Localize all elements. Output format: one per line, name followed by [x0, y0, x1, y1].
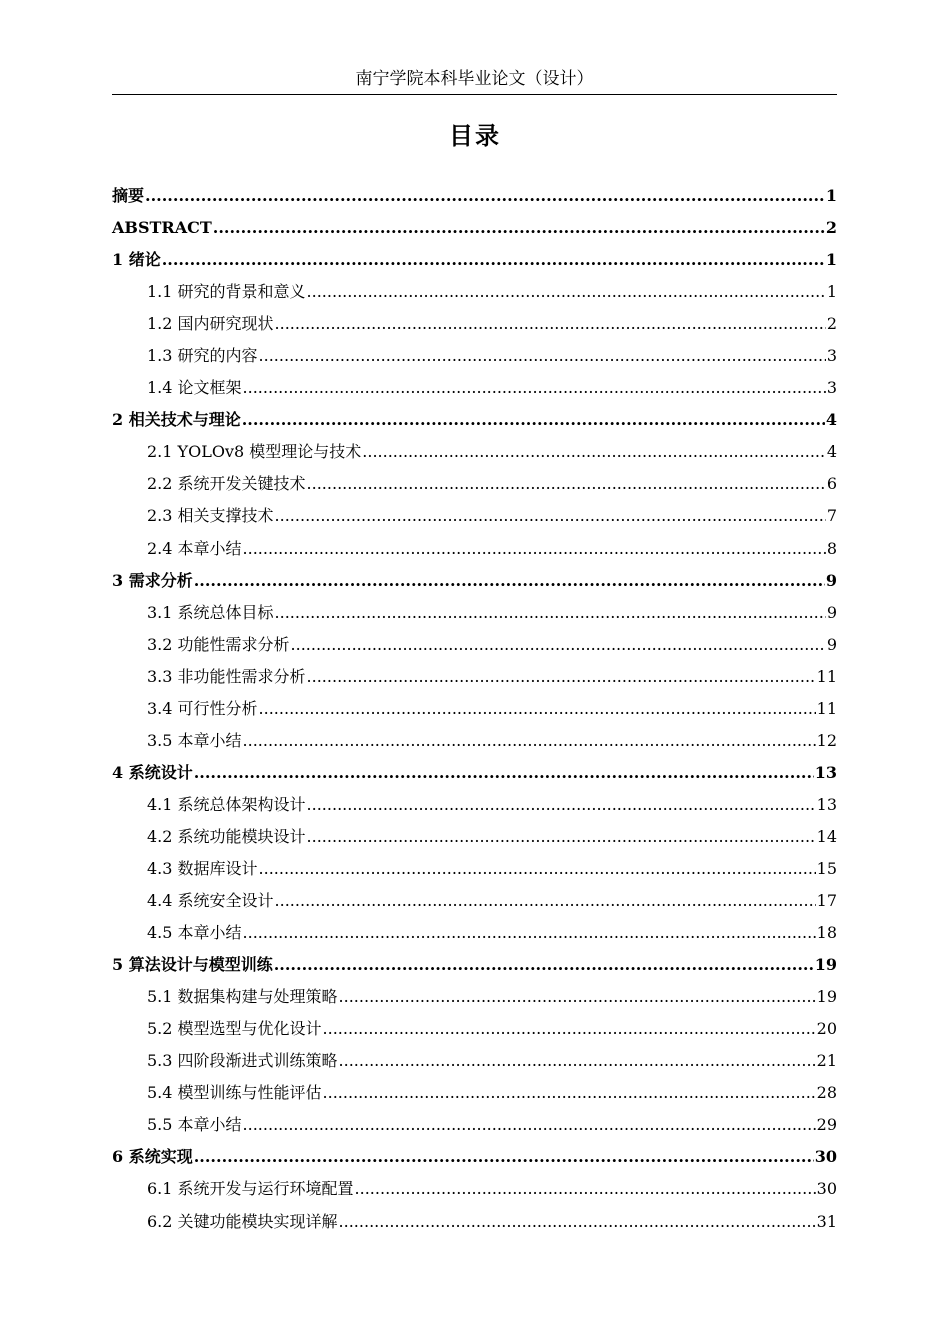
toc-entry-label: 2.4 本章小结	[147, 538, 242, 558]
toc-section-entry[interactable]	[112, 693, 837, 725]
toc-entry-page-number: 13	[816, 794, 837, 814]
toc-dot-leader	[259, 853, 816, 885]
toc-dot-leader	[274, 949, 814, 981]
toc-entry-page-number: 8	[826, 538, 837, 558]
toc-section-entry[interactable]	[112, 629, 837, 661]
toc-section-entry[interactable]	[112, 1173, 837, 1205]
toc-chapter-entry[interactable]	[112, 404, 837, 436]
toc-entry-label: 4.1 系统总体架构设计	[147, 794, 306, 814]
toc-dot-leader	[275, 597, 826, 629]
toc-section-entry[interactable]	[112, 853, 837, 885]
toc-section-entry[interactable]	[112, 1109, 837, 1141]
toc-section-entry[interactable]	[112, 1013, 837, 1045]
toc-dot-leader	[355, 1173, 816, 1205]
toc-dot-leader	[307, 821, 816, 853]
toc-dot-leader	[275, 308, 826, 340]
toc-entry-label: 1.4 论文框架	[147, 378, 242, 398]
toc-entry-page-number: 2	[825, 218, 837, 238]
toc-chapter-entry[interactable]	[112, 1141, 837, 1173]
toc-section-entry[interactable]	[112, 468, 837, 500]
toc-entry-label: 3.2 功能性需求分析	[147, 634, 290, 654]
toc-entry-label: 5.5 本章小结	[147, 1115, 242, 1135]
toc-dot-leader	[243, 917, 816, 949]
toc-dot-leader	[162, 244, 825, 276]
toc-dot-leader	[339, 1206, 816, 1238]
toc-dot-leader	[259, 693, 816, 725]
toc-dot-leader	[243, 1109, 816, 1141]
toc-section-entry[interactable]	[112, 597, 837, 629]
toc-section-entry[interactable]	[112, 340, 837, 372]
toc-entry-page-number: 3	[826, 346, 837, 366]
toc-entry-label: 3.3 非功能性需求分析	[147, 666, 306, 686]
toc-entry-label: 5.2 模型选型与优化设计	[147, 1019, 322, 1039]
toc-entry-page-number: 9	[826, 634, 837, 654]
toc-entry-label: 4.4 系统安全设计	[147, 891, 274, 911]
toc-entry-page-number: 2	[826, 314, 837, 334]
toc-dot-leader	[243, 725, 816, 757]
toc-section-entry[interactable]	[112, 1045, 837, 1077]
toc-dot-leader	[243, 533, 826, 565]
toc-entry-page-number: 15	[816, 858, 837, 878]
toc-entry-label: 6.1 系统开发与运行环境配置	[147, 1179, 354, 1199]
toc-section-entry[interactable]	[112, 372, 837, 404]
toc-dot-leader	[194, 565, 825, 597]
toc-entry-label: 2 相关技术与理论	[112, 410, 241, 430]
toc-dot-leader	[275, 500, 826, 532]
toc-entry-page-number: 6	[826, 474, 837, 494]
toc-section-entry[interactable]	[112, 885, 837, 917]
toc-entry-page-number: 19	[814, 955, 837, 975]
page-title: 目录	[449, 121, 501, 150]
page-header: 南宁学院本科毕业论文（设计）	[112, 64, 837, 95]
toc-entry-page-number: 30	[816, 1179, 837, 1199]
toc-entry-page-number: 1	[825, 186, 837, 205]
toc-entry-page-number: 1	[826, 282, 837, 302]
toc-chapter-entry[interactable]	[112, 757, 837, 789]
toc-entry-page-number: 21	[816, 1051, 837, 1071]
toc-entry-page-number: 9	[826, 602, 837, 622]
toc-dot-leader	[307, 789, 816, 821]
toc-section-entry[interactable]	[112, 500, 837, 532]
toc-dot-leader	[243, 372, 826, 404]
toc-section-entry[interactable]	[112, 917, 837, 949]
toc-entry-label: 5.4 模型训练与性能评估	[147, 1083, 322, 1103]
toc-chapter-entry[interactable]	[112, 180, 837, 212]
toc-entry-page-number: 4	[826, 442, 837, 462]
toc-entry-page-number: 29	[816, 1115, 837, 1135]
toc-entry-label: 3 需求分析	[112, 570, 193, 590]
toc-entry-label: ABSTRACT	[112, 218, 212, 238]
toc-dot-leader	[323, 1077, 816, 1109]
toc-dot-leader	[145, 180, 825, 212]
toc-section-entry[interactable]	[112, 981, 837, 1013]
toc-entry-page-number: 12	[816, 730, 837, 750]
toc-entry-label: 6 系统实现	[112, 1147, 193, 1167]
toc-entry-label: 摘要	[112, 186, 145, 205]
toc-dot-leader	[242, 404, 825, 436]
toc-section-entry[interactable]	[112, 821, 837, 853]
toc-dot-leader	[339, 1045, 816, 1077]
toc-entry-page-number: 20	[816, 1019, 837, 1039]
toc-entry-label: 1.3 研究的内容	[147, 346, 258, 366]
toc-dot-leader	[259, 340, 826, 372]
toc-entry-label: 2.3 相关支撑技术	[147, 506, 274, 526]
toc-entry-label: 2.2 系统开发关键技术	[147, 474, 306, 494]
toc-dot-leader	[307, 468, 826, 500]
toc-entry-label: 3.5 本章小结	[147, 730, 242, 750]
toc-dot-leader	[362, 436, 826, 468]
toc-dot-leader	[275, 885, 816, 917]
toc-entry-page-number: 14	[816, 826, 837, 846]
toc-dot-leader	[213, 212, 825, 244]
toc-entry-label: 5 算法设计与模型训练	[112, 955, 273, 975]
toc-section-entry[interactable]	[112, 276, 837, 308]
toc-entry-page-number: 17	[816, 891, 837, 911]
toc-dot-leader	[307, 661, 816, 693]
toc-entry-label: 1 绪论	[112, 250, 161, 270]
toc-entry-page-number: 18	[816, 923, 837, 943]
toc-entry-page-number: 13	[814, 762, 837, 782]
toc-entry-label: 4.5 本章小结	[147, 923, 242, 943]
toc-section-entry[interactable]	[112, 661, 837, 693]
toc-entry-page-number: 30	[814, 1147, 837, 1167]
toc-section-entry[interactable]	[112, 1206, 837, 1238]
toc-entry-page-number: 11	[816, 698, 837, 718]
toc-chapter-entry[interactable]	[112, 949, 837, 981]
toc-section-entry[interactable]	[112, 436, 837, 468]
toc-entry-label: 5.1 数据集构建与处理策略	[147, 987, 338, 1007]
toc-entry-page-number: 31	[816, 1211, 837, 1231]
toc-entry-page-number: 7	[826, 506, 837, 526]
toc-dot-leader	[194, 1141, 814, 1173]
toc-entry-label: 6.2 关键功能模块实现详解	[147, 1211, 338, 1231]
toc-dot-leader	[291, 629, 826, 661]
toc-entry-page-number: 28	[816, 1083, 837, 1103]
toc-entry-page-number: 9	[825, 570, 837, 590]
toc-entry-page-number: 19	[816, 987, 837, 1007]
toc-entry-page-number: 11	[816, 666, 837, 686]
toc-dot-leader	[339, 981, 816, 1013]
toc-entry-page-number: 3	[826, 378, 837, 398]
toc-entry-label: 3.1 系统总体目标	[147, 602, 274, 622]
toc-chapter-entry[interactable]	[112, 244, 837, 276]
toc-entry-label: 4.2 系统功能模块设计	[147, 826, 306, 846]
toc-dot-leader	[323, 1013, 816, 1045]
toc-entry-label: 3.4 可行性分析	[147, 698, 258, 718]
toc-section-entry[interactable]	[112, 533, 837, 565]
table-of-contents	[112, 180, 837, 1238]
toc-section-entry[interactable]	[112, 725, 837, 757]
toc-section-entry[interactable]	[112, 1077, 837, 1109]
toc-dot-leader	[194, 757, 814, 789]
toc-entry-label: 1.2 国内研究现状	[147, 314, 274, 334]
toc-entry-label: 4.3 数据库设计	[147, 858, 258, 878]
toc-entry-page-number: 4	[825, 410, 837, 430]
toc-entry-label: 2.1 YOLOv8 模型理论与技术	[147, 442, 362, 462]
toc-chapter-entry[interactable]	[112, 565, 837, 597]
toc-entry-label: 5.3 四阶段渐进式训练策略	[147, 1051, 338, 1071]
toc-entry-page-number: 1	[825, 250, 837, 270]
toc-section-entry[interactable]	[112, 308, 837, 340]
toc-dot-leader	[307, 276, 826, 308]
toc-entry-label: 1.1 研究的背景和意义	[147, 282, 306, 302]
toc-chapter-entry[interactable]	[112, 212, 837, 244]
toc-section-entry[interactable]	[112, 789, 837, 821]
toc-entry-label: 4 系统设计	[112, 762, 193, 782]
